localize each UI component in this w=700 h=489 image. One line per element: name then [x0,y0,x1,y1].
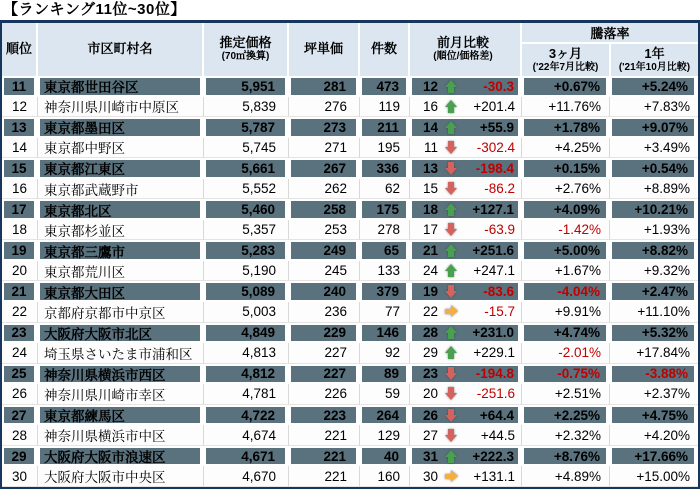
rank-cell: 29 [2,446,38,467]
arrow-head [445,168,457,175]
estimated-price-cell: 4,781 [204,384,289,405]
estimated-price-cell: 5,552 [204,179,289,200]
city-name-cell: 東京都世田谷区 [38,76,204,97]
change-3month-cell: +2.51% [522,384,610,405]
arrow-down-icon [444,162,458,175]
prev-month-cell [410,240,522,261]
tsubo-price-cell: 226 [289,384,360,405]
price-diff-value: +131.1 [473,468,515,484]
change-3month-cell: +4.25% [522,138,610,159]
arrow-stem [445,474,452,479]
rank-cell: 14 [2,138,38,159]
rank-cell: 23 [2,323,38,344]
header-change-1year: 1年 ('21年10月比較) [618,45,691,73]
table-row [2,466,698,487]
count-cell: 65 [360,240,410,261]
city-name-cell: 神奈川県横浜市中区 [38,425,204,446]
arrow-stem [448,86,454,93]
price-diff-value: -194.8 [475,366,514,382]
header-change-3month: 3ヶ月 ('22年7月比較) [522,44,611,76]
header-count: 件数 [360,23,410,76]
header-price: 推定価格 (70㎡換算) [204,23,289,76]
header-change-rate-group [522,23,698,76]
prev-month-cell [410,405,522,426]
arrow-head [445,435,457,442]
city-name-cell: 埼玉県さいたま市浦和区 [38,343,204,364]
rank-cell: 17 [2,199,38,220]
table-header-row [2,23,698,76]
city-name-cell: 神奈川県川崎市幸区 [38,384,204,405]
arrow-head [445,393,457,400]
prev-month-cell [410,97,522,118]
arrow-stem [448,209,454,216]
tsubo-price-cell: 253 [289,220,360,241]
price-diff-value: +44.5 [480,427,515,443]
rank-cell: 27 [2,405,38,426]
count-cell: 379 [360,281,410,302]
change-1year-cell: +4.20% [610,425,698,446]
count-cell: 195 [360,138,410,159]
estimated-price-cell: 5,460 [204,199,289,220]
change-1year-cell: +10.21% [610,199,698,220]
prev-rank-value: 12 [422,78,438,94]
change-3month-cell: -0.75% [522,364,610,385]
arrow-up-icon [444,346,458,359]
arrow-up-icon [444,244,458,257]
change-3month-cell: +0.15% [522,158,610,179]
rank-cell: 18 [2,220,38,241]
rank-cell: 30 [2,466,38,487]
table-body [2,76,698,487]
arrow-stem [448,250,454,257]
prev-month-cell [410,323,522,344]
table-row [2,281,698,302]
change-3month-cell: +11.76% [522,97,610,118]
tsubo-price-cell: 223 [289,405,360,426]
rank-cell: 26 [2,384,38,405]
arrow-stem [448,367,454,374]
arrow-up-icon [444,203,458,216]
arrow-up-icon [444,264,458,277]
tsubo-price-cell: 267 [289,158,360,179]
change-1year-cell: +5.24% [610,76,698,97]
price-diff-value: +229.1 [473,345,515,361]
count-cell: 175 [360,199,410,220]
prev-month-cell [410,199,522,220]
arrow-stem [448,285,454,292]
header-city: 市区町村名 [38,23,204,76]
estimated-price-cell: 4,812 [204,364,289,385]
estimated-price-cell: 4,849 [204,323,289,344]
arrow-right-icon [444,305,458,318]
change-1year-cell: +8.89% [610,179,698,200]
prev-month-cell [410,220,522,241]
prev-rank-value: 14 [422,119,438,135]
price-diff-value: +247.1 [473,263,515,279]
change-1year-cell: +4.75% [610,405,698,426]
table-row [2,323,698,344]
arrow-stem [448,182,454,189]
tsubo-price-cell: 240 [289,281,360,302]
arrow-stem [448,162,454,169]
change-1year-cell: +17.66% [610,446,698,467]
price-diff-value: +201.4 [473,98,515,114]
prev-rank-value: 17 [422,222,438,238]
change-1year-cell: +0.54% [610,158,698,179]
count-cell: 160 [360,466,410,487]
price-diff-value: +222.3 [472,448,514,464]
table-row [2,405,698,426]
prev-month-cell [410,343,522,364]
city-name-cell: 京都府京都市中京区 [38,302,204,323]
arrow-down-icon [444,409,458,422]
change-3month-cell: +1.78% [522,117,610,138]
count-cell: 62 [360,179,410,200]
rank-cell: 16 [2,179,38,200]
estimated-price-cell: 5,839 [204,97,289,118]
count-cell: 77 [360,302,410,323]
table-row [2,425,698,446]
count-cell: 133 [360,261,410,282]
change-3month-cell: -2.01% [522,343,610,364]
city-name-cell: 東京都荒川区 [38,261,204,282]
arrow-head [445,291,457,298]
city-name-cell: 東京都中野区 [38,138,204,159]
count-cell: 129 [360,425,410,446]
estimated-price-cell: 5,003 [204,302,289,323]
estimated-price-cell: 4,722 [204,405,289,426]
count-cell: 40 [360,446,410,467]
table-row [2,97,698,118]
prev-rank-value: 26 [422,407,438,423]
change-3month-cell: +0.67% [522,76,610,97]
change-3month-cell: +8.76% [522,446,610,467]
prev-month-cell [410,302,522,323]
prev-rank-value: 18 [422,202,438,218]
city-name-cell: 神奈川県横浜市西区 [38,364,204,385]
count-cell: 119 [360,97,410,118]
prev-month-cell [410,466,522,487]
tsubo-price-cell: 221 [289,466,360,487]
table-row [2,158,698,179]
change-3month-cell: +4.89% [522,466,610,487]
price-diff-value: +64.4 [479,407,514,423]
arrow-stem [448,127,454,134]
city-name-cell: 東京都江東区 [38,158,204,179]
arrow-down-icon [444,141,458,154]
arrow-stem [448,141,454,148]
tsubo-price-cell: 271 [289,138,360,159]
arrow-stem [448,352,454,359]
tsubo-price-cell: 229 [289,323,360,344]
arrow-head [445,373,457,380]
change-3month-cell: +4.09% [522,199,610,220]
city-name-cell: 東京都大田区 [38,281,204,302]
arrow-up-icon [444,326,458,339]
prev-rank-value: 16 [422,98,438,114]
prev-rank-value: 20 [422,386,438,402]
prev-month-cell [410,138,522,159]
arrow-down-icon [444,182,458,195]
price-diff-value: -63.9 [484,222,515,238]
change-3month-cell: +2.32% [522,425,610,446]
table-row [2,199,698,220]
count-cell: 278 [360,220,410,241]
price-diff-value: +251.6 [472,243,514,259]
tsubo-price-cell: 281 [289,76,360,97]
count-cell: 336 [360,158,410,179]
arrow-stem [448,270,454,277]
arrow-stem [448,106,454,113]
change-1year-cell: +1.93% [610,220,698,241]
arrow-head [445,415,457,422]
table-row [2,364,698,385]
rank-cell: 28 [2,425,38,446]
prev-month-cell [410,425,522,446]
estimated-price-cell: 4,670 [204,466,289,487]
arrow-up-icon [444,450,458,463]
page-title: 【ランキング11位~30位】 [3,1,186,18]
header-prev-month: 前月比較 (順位/価格差) [410,23,522,76]
prev-month-cell [410,364,522,385]
prev-rank-value: 21 [422,243,438,259]
change-1year-cell: +11.10% [610,302,698,323]
prev-rank-value: 15 [422,181,438,196]
header-tsubo-price: 坪単価 [289,23,360,76]
arrow-stem [448,223,454,230]
count-cell: 92 [360,343,410,364]
table-row [2,179,698,200]
header-rank: 順位 [2,23,38,76]
price-diff-value: -30.3 [483,78,514,94]
arrow-down-icon [444,387,458,400]
tsubo-price-cell: 245 [289,261,360,282]
change-1year-cell: +8.82% [610,240,698,261]
tsubo-price-cell: 273 [289,117,360,138]
change-1year-cell: +2.37% [610,384,698,405]
arrow-stem [448,456,454,463]
price-diff-value: -83.6 [483,284,514,300]
estimated-price-cell: 5,787 [204,117,289,138]
change-3month-cell: +4.74% [522,323,610,344]
city-name-cell: 大阪府大阪市中央区 [38,466,204,487]
tsubo-price-cell: 221 [289,425,360,446]
count-cell: 211 [360,117,410,138]
arrow-stem [445,309,452,314]
rank-cell: 12 [2,97,38,118]
rank-cell: 21 [2,281,38,302]
price-diff-value: -251.6 [476,386,515,402]
estimated-price-cell: 5,089 [204,281,289,302]
rank-cell: 11 [2,76,38,97]
count-cell: 473 [360,76,410,97]
table-row [2,117,698,138]
tsubo-price-cell: 249 [289,240,360,261]
estimated-price-cell: 5,283 [204,240,289,261]
estimated-price-cell: 5,951 [204,76,289,97]
arrow-head [445,147,457,154]
prev-rank-value: 13 [422,160,438,176]
city-name-cell: 東京都武蔵野市 [38,179,204,200]
price-diff-value: -86.2 [484,181,515,196]
arrow-head [445,229,457,236]
arrow-up-icon [444,121,458,134]
tsubo-price-cell: 227 [289,364,360,385]
arrow-head [451,305,458,317]
count-cell: 89 [360,364,410,385]
prev-rank-value: 23 [422,366,438,382]
rank-cell: 22 [2,302,38,323]
tsubo-price-cell: 227 [289,343,360,364]
table-row [2,343,698,364]
estimated-price-cell: 4,671 [204,446,289,467]
arrow-stem [448,429,454,436]
rank-cell: 19 [2,240,38,261]
price-diff-value: -302.4 [476,139,515,155]
prev-month-cell [410,261,522,282]
city-name-cell: 東京都杉並区 [38,220,204,241]
price-diff-value: -15.7 [484,304,515,320]
arrow-down-icon [444,223,458,236]
change-3month-cell: +2.76% [522,179,610,200]
table-row [2,446,698,467]
arrow-down-icon [444,285,458,298]
city-name-cell: 東京都墨田区 [38,117,204,138]
price-diff-value: +55.9 [479,119,514,135]
change-1year-cell: +17.84% [610,343,698,364]
count-cell: 59 [360,384,410,405]
estimated-price-cell: 5,190 [204,261,289,282]
price-diff-value: +127.1 [472,202,514,218]
change-1year-cell: +7.83% [610,97,698,118]
prev-rank-value: 30 [422,468,438,484]
prev-month-cell [410,384,522,405]
table-row [2,220,698,241]
change-3month-cell: +1.67% [522,261,610,282]
arrow-down-icon [444,367,458,380]
prev-rank-value: 31 [422,448,438,464]
rank-cell: 25 [2,364,38,385]
rank-cell: 13 [2,117,38,138]
table-row [2,138,698,159]
prev-rank-value: 29 [422,345,438,361]
count-cell: 146 [360,323,410,344]
arrow-head [451,470,458,482]
tsubo-price-cell: 276 [289,97,360,118]
change-3month-cell: +5.00% [522,240,610,261]
change-3month-cell: +2.25% [522,405,610,426]
arrow-up-icon [444,80,458,93]
city-name-cell: 東京都練馬区 [38,405,204,426]
arrow-right-icon [444,470,458,483]
rank-cell: 24 [2,343,38,364]
table-row [2,261,698,282]
change-3month-cell: -1.42% [522,220,610,241]
city-name-cell: 東京都北区 [38,199,204,220]
change-1year-cell: -3.88% [610,364,698,385]
change-1year-cell: +5.32% [610,323,698,344]
price-diff-value: -198.4 [475,160,514,176]
estimated-price-cell: 5,357 [204,220,289,241]
arrow-stem [448,387,454,394]
prev-month-cell [410,158,522,179]
table-row [2,384,698,405]
rank-cell: 20 [2,261,38,282]
table-row [2,302,698,323]
city-name-cell: 東京都三鷹市 [38,240,204,261]
change-1year-cell: +9.32% [610,261,698,282]
change-1year-cell: +9.07% [610,117,698,138]
prev-month-cell [410,76,522,97]
arrow-head [445,188,457,195]
arrow-stem [448,409,454,416]
prev-rank-value: 24 [422,263,438,279]
rank-cell: 15 [2,158,38,179]
change-1year-cell: +15.00% [610,466,698,487]
arrow-stem [448,332,454,339]
estimated-price-cell: 4,813 [204,343,289,364]
estimated-price-cell: 5,745 [204,138,289,159]
arrow-up-icon [444,100,458,113]
change-3month-cell: -4.04% [522,281,610,302]
change-3month-cell: +9.91% [522,302,610,323]
arrow-down-icon [444,429,458,442]
change-1year-cell: +3.49% [610,138,698,159]
prev-month-cell [410,179,522,200]
header-change-rate: 騰落率 [522,23,698,44]
city-name-cell: 神奈川県川崎市中原区 [38,97,204,118]
change-1year-cell: +2.47% [610,281,698,302]
tsubo-price-cell: 236 [289,302,360,323]
prev-rank-value: 28 [422,325,438,341]
tsubo-price-cell: 258 [289,199,360,220]
estimated-price-cell: 5,661 [204,158,289,179]
city-name-cell: 大阪府大阪市浪速区 [38,446,204,467]
tsubo-price-cell: 262 [289,179,360,200]
city-name-cell: 大阪府大阪市北区 [38,323,204,344]
prev-month-cell [410,117,522,138]
prev-rank-value: 11 [423,139,438,155]
prev-rank-value: 19 [422,284,438,300]
estimated-price-cell: 4,674 [204,425,289,446]
prev-rank-value: 22 [422,304,438,320]
count-cell: 264 [360,405,410,426]
prev-month-cell [410,446,522,467]
table-row [2,76,698,97]
table-row [2,240,698,261]
prev-month-cell [410,281,522,302]
ranking-table [0,23,700,489]
price-diff-value: +231.0 [472,325,514,341]
tsubo-price-cell: 221 [289,446,360,467]
prev-rank-value: 27 [422,427,438,443]
